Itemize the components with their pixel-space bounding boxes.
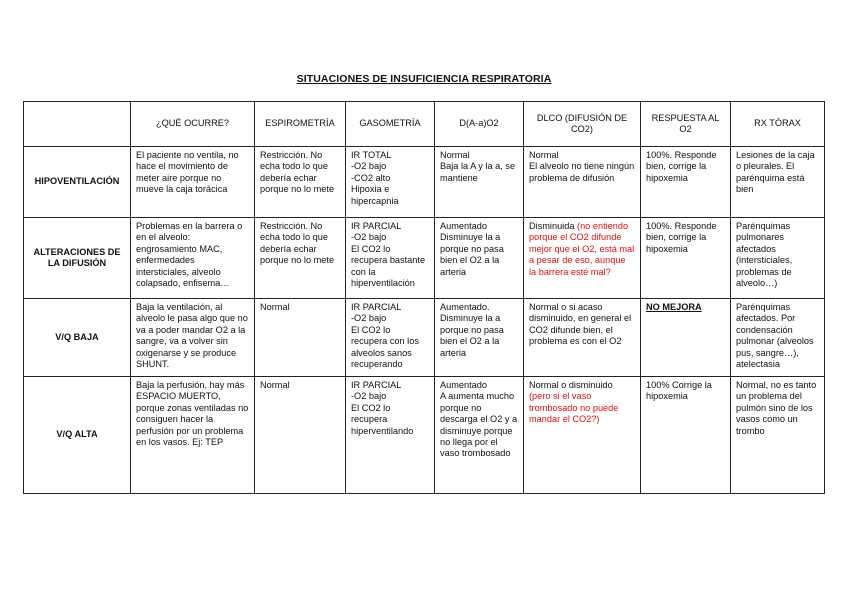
cell-note-red: (no entiendo porque el CO2 difunde mejor que el O2, está mal a pesar de eso, aunque la barrera esté mal? — [529, 221, 635, 277]
cell-respuesta: 100%. Responde bien, corrige la hipoxemia — [641, 218, 731, 299]
cell-line: El CO2 lo recupera con los alveolos sanos recuperando — [351, 324, 419, 370]
row-label: ALTERACIONES DE LA DIFUSIÓN — [24, 218, 131, 299]
cell-ocurre: Problemas en la barrera o en el alveolo: engrosamiento MAC, enfermedades intersticiales, alveolo colapsado, enfisema… — [131, 218, 255, 299]
cell-line: -CO2 alto — [351, 172, 391, 183]
cell-line: Hipoxia e hipercapnia — [351, 184, 399, 206]
cell-line: -O2 bajo — [351, 313, 387, 324]
respiratory-table — [23, 101, 825, 494]
cell-line: Baja la A y la a, se mantiene — [440, 161, 516, 183]
cell-line: Normal — [529, 150, 559, 160]
header-cell: RESPUESTA AL O2 — [641, 102, 731, 147]
cell-line: IR PARCIAL — [351, 221, 402, 231]
cell-line: Normal — [440, 150, 470, 160]
cell-line: Disminuye la a porque no pasa bien el O2 a la arteria — [440, 232, 504, 277]
cell-line: Aumentado — [440, 221, 487, 231]
cell-daao2 — [435, 377, 524, 494]
cell-daao2 — [435, 147, 524, 218]
cell-line: El CO2 lo recupera hiperventilando — [351, 402, 414, 436]
cell-respuesta — [641, 299, 731, 377]
cell-respuesta: 100% Corrige la hipoxemia — [641, 377, 731, 494]
row-label: V/Q BAJA — [24, 299, 131, 377]
cell-line: Disminuye la a porque no pasa bien el O2 a la arteria — [440, 313, 504, 358]
row-label: V/Q ALTA — [24, 377, 131, 494]
cell-line: Normal o disminuido — [529, 380, 613, 390]
cell-daao2 — [435, 299, 524, 377]
table-row — [24, 147, 825, 218]
cell-line: IR PARCIAL — [351, 380, 402, 390]
table-row — [24, 218, 825, 299]
cell-gasometria — [346, 218, 435, 299]
cell-gasometria — [346, 147, 435, 218]
header-cell: DLCO (DIFUSIÓN DE CO2) — [524, 102, 641, 147]
row-label: HIPOVENTILACIÓN — [24, 147, 131, 218]
cell-dlco — [524, 377, 641, 494]
cell-line: El CO2 lo recupera bastante con la hiperventilación — [351, 243, 426, 289]
cell-espirometria: Normal — [255, 299, 346, 377]
cell-rx: Parénquimas afectados. Por condensación pulmonar (alveolos pus, sangre…), atelectasia — [731, 299, 825, 377]
cell-text: Disminuida — [529, 221, 575, 231]
header-cell: ¿QUÉ OCURRE? — [131, 102, 255, 147]
table-row — [24, 299, 825, 377]
header-row — [24, 102, 825, 147]
cell-note-red: (pero si el vaso trombosado no puede mandar el CO2?) — [529, 391, 619, 425]
cell-dlco — [524, 218, 641, 299]
cell-espirometria: Normal — [255, 377, 346, 494]
cell-ocurre: Baja la ventilación, al alveolo le pasa algo que no va a poder mandar O2 a la sangre, va a volver sin oxigenarse y se produce SHUNT. — [131, 299, 255, 377]
cell-line: -O2 bajo — [351, 161, 387, 172]
cell-line: Aumentado. — [440, 302, 490, 312]
cell-line: El alveolo no tiene ningún problema de difusión — [529, 161, 635, 183]
cell-espirometria: Restricción. No echa todo lo que debería echar porque no lo mete — [255, 218, 346, 299]
cell-gasometria — [346, 377, 435, 494]
header-cell: ESPIROMETRÍA — [255, 102, 346, 147]
cell-dlco — [524, 147, 641, 218]
cell-rx: Parénquimas pulmonares afectados (intersticiales, problemas de alveolo…) — [731, 218, 825, 299]
cell-ocurre: El paciente no ventila, no hace el movimiento de meter aire porque no mueve la caja torácica — [131, 147, 255, 218]
cell-gasometria — [346, 299, 435, 377]
cell-line: -O2 bajo — [351, 232, 387, 243]
cell-line: IR PARCIAL — [351, 302, 402, 312]
header-cell — [24, 102, 131, 147]
cell-ocurre: Baja la perfusión, hay más ESPACIO MUERTO, porque zonas ventiladas no consiguen hacer la perfusión por un problema en los vasos. Ej: TEP — [131, 377, 255, 494]
cell-espirometria: Restricción. No echa todo lo que debería echar porque no lo mete — [255, 147, 346, 218]
header-cell: GASOMETRÍA — [346, 102, 435, 147]
cell-line: A aumenta mucho porque no descarga el O2 y a disminuye porque no llega por el vaso trombosado — [440, 391, 518, 459]
table-row — [24, 377, 825, 494]
header-cell: D(A-a)O2 — [435, 102, 524, 147]
no-mejora-label: NO MEJORA — [646, 302, 702, 312]
cell-line: IR TOTAL — [351, 150, 392, 160]
header-cell: RX TÓRAX — [731, 102, 825, 147]
cell-dlco: Normal o si acaso disminuido, en general el CO2 difunde bien, el problema es con el O2 — [524, 299, 641, 377]
cell-respuesta: 100%. Responde bien, corrige la hipoxemia — [641, 147, 731, 218]
cell-line: Aumentado — [440, 380, 487, 390]
cell-rx: Lesiones de la caja o pleurales. El parénquima está bien — [731, 147, 825, 218]
cell-daao2 — [435, 218, 524, 299]
cell-line: -O2 bajo — [351, 391, 387, 402]
page-title: SITUACIONES DE INSUFICIENCIA RESPIRATORIA — [296, 73, 552, 85]
cell-rx: Normal, no es tanto un problema del pulmón sino de los vasos como un trombo — [731, 377, 825, 494]
